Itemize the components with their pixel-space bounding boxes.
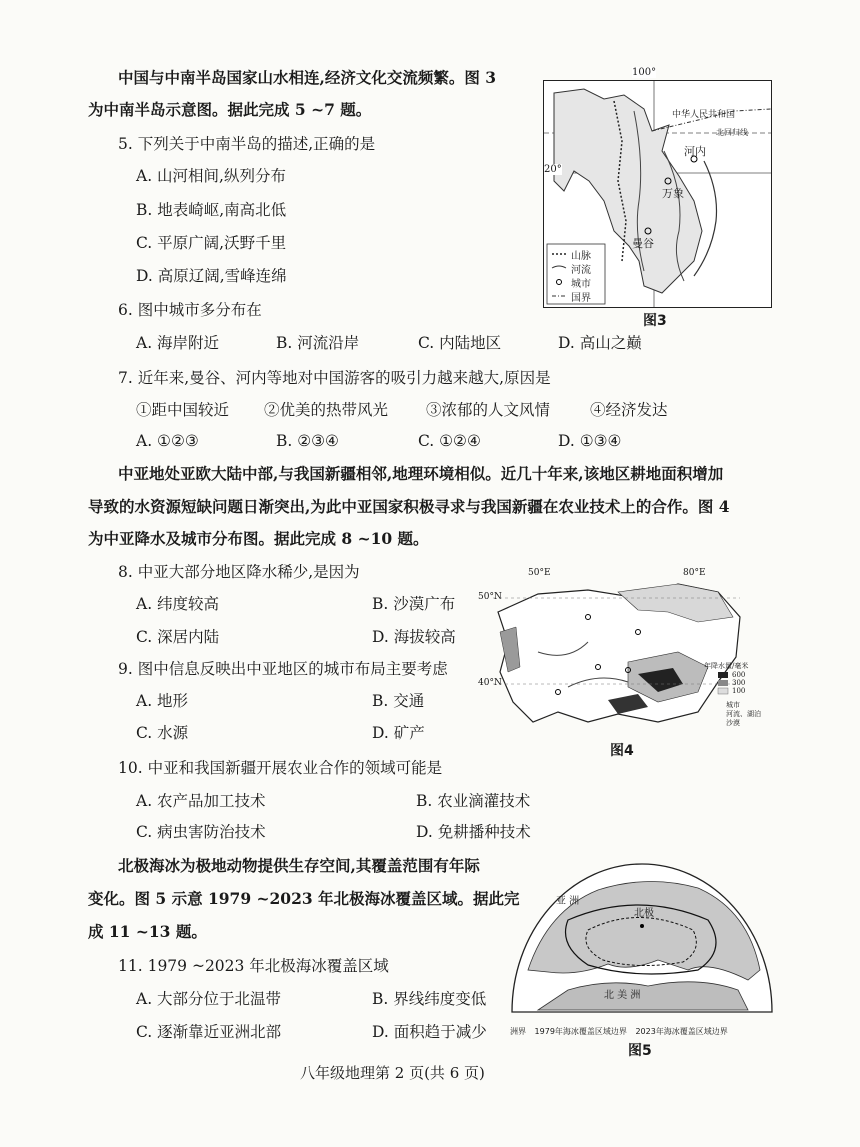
lon-80e-label: 80°E: [683, 568, 706, 578]
vientiane-label: 万象: [662, 187, 684, 200]
question-11-option-b: B. 界线纬度变低: [372, 990, 487, 1008]
intro-11-13-line1: 北极海冰为极地动物提供生存空间,其覆盖范围有年际: [118, 856, 480, 875]
legend-desert-label: 沙漠: [726, 719, 740, 727]
legend-mountain-label: 山脉: [571, 251, 591, 262]
question-7-option-d: D. ①③④: [558, 432, 622, 450]
question-9-option-d: D. 矿产: [372, 724, 425, 742]
intro-8-10-line1: 中亚地处亚欧大陆中部,与我国新疆相邻,地理环境相似。近几十年来,该地区耕地面积增加: [118, 464, 724, 483]
china-label: 中华人民共和国: [672, 110, 736, 120]
legend-300-label: 300: [732, 679, 746, 687]
figure-3-indochina-map: [543, 67, 772, 308]
question-7-item-1: ①距中国较近: [136, 401, 230, 419]
figure-4-central-asia-map: [478, 568, 770, 734]
question-11-option-d: D. 面积趋于减少: [372, 1023, 487, 1041]
question-5-option-d: D. 高原辽阔,雪峰连绵: [136, 267, 287, 285]
intro-5-7-line1: 中国与中南半岛国家山水相连,经济文化交流频繁。图 3: [118, 68, 497, 87]
question-10-stem: 10. 中亚和我国新疆开展农业合作的领域可能是: [118, 759, 443, 777]
legend-300-swatch: [718, 680, 728, 686]
question-7-item-3: ③浓郁的人文风情: [426, 401, 551, 419]
figure-5-arctic-map: [508, 860, 776, 1028]
tropic-label: 北回归线: [716, 128, 748, 137]
north-pole-marker: [640, 924, 644, 928]
legend-2023-label: 2023年海冰覆盖区域边界: [635, 1027, 728, 1036]
question-7-stem: 7. 近年来,曼谷、河内等地对中国游客的吸引力越来越大,原因是: [118, 369, 551, 387]
question-5-option-a: A. 山河相间,纵列分布: [136, 167, 286, 185]
question-6-stem: 6. 图中城市多分布在: [118, 301, 262, 319]
legend-600-swatch: [718, 672, 728, 678]
intro-5-7-line2: 为中南半岛示意图。据此完成 5 ~7 题。: [88, 100, 372, 119]
question-11-option-c: C. 逐渐靠近亚洲北部: [136, 1023, 282, 1041]
question-9-option-a: A. 地形: [136, 692, 189, 710]
question-6-option-c: C. 内陆地区: [418, 334, 502, 352]
lat-40n-label: 40°N: [478, 678, 502, 688]
legend-title: 年降水量/毫米: [704, 662, 749, 670]
legend-100-swatch: [718, 688, 728, 694]
legend-city-label: 城市: [571, 279, 591, 290]
legend-continent-border-label: 洲界: [510, 1027, 526, 1036]
question-5-stem: 5. 下列关于中南半岛的描述,正确的是: [118, 135, 376, 153]
question-10-option-c: C. 病虫害防治技术: [136, 823, 266, 841]
legend-100-label: 100: [732, 687, 746, 695]
question-9-stem: 9. 图中信息反映出中亚地区的城市布局主要考虑: [118, 660, 448, 678]
legend-600-label: 600: [732, 671, 746, 679]
hanoi-label: 河内: [684, 145, 706, 158]
question-7-item-4: ④经济发达: [590, 401, 668, 419]
question-9-option-c: C. 水源: [136, 724, 189, 742]
longitude-100-label: 100°: [632, 67, 657, 78]
figure-5-caption: 图5: [628, 1043, 652, 1059]
question-10-option-d: D. 免耕播种技术: [416, 823, 531, 841]
question-11-option-a: A. 大部分位于北温带: [136, 990, 282, 1008]
question-7-option-b: B. ②③④: [276, 432, 339, 450]
question-6-option-a: A. 海岸附近: [136, 334, 220, 352]
page-footer: 八年级地理第 2 页(共 6 页): [300, 1064, 485, 1082]
lon-50e-label: 50°E: [528, 568, 551, 578]
question-10-option-b: B. 农业滴灌技术: [416, 792, 531, 810]
figure-4-caption: 图4: [610, 743, 634, 759]
asia-label: 亚 洲: [556, 896, 580, 907]
lat-50n-label: 50°N: [478, 592, 502, 602]
legend-border-label: 国界: [571, 293, 591, 304]
question-8-option-d: D. 海拔较高: [372, 628, 456, 646]
question-7-option-a: A. ①②③: [136, 432, 199, 450]
latitude-20-label: 20°: [544, 164, 562, 175]
question-5-option-b: B. 地表崎岖,南高北低: [136, 201, 287, 219]
question-8-option-b: B. 沙漠广布: [372, 595, 456, 613]
legend-1979-label: 1979年海冰覆盖区域边界: [534, 1027, 627, 1036]
question-6-option-d: D. 高山之巅: [558, 334, 642, 352]
question-9-option-b: B. 交通: [372, 692, 425, 710]
question-8-stem: 8. 中亚大部分地区降水稀少,是因为: [118, 563, 360, 581]
question-7-item-2: ②优美的热带风光: [264, 401, 389, 419]
north-pole-label: 北极: [634, 908, 654, 919]
intro-8-10-line3: 为中亚降水及城市分布图。据此完成 8 ~10 题。: [88, 529, 429, 548]
question-10-option-a: A. 农产品加工技术: [136, 792, 266, 810]
question-7-option-c: C. ①②④: [418, 432, 481, 450]
legend-city-label: 城市: [726, 701, 740, 709]
intro-11-13-line3: 成 11 ~13 题。: [88, 922, 207, 941]
legend-water-label: 河流、湖泊: [726, 710, 761, 718]
figure-3-caption: 图3: [643, 313, 667, 329]
question-11-stem: 11. 1979 ~2023 年北极海冰覆盖区域: [118, 957, 389, 975]
legend-river-label: 河流: [571, 265, 591, 276]
question-8-option-c: C. 深居内陆: [136, 628, 220, 646]
bangkok-label: 曼谷: [632, 237, 654, 250]
question-6-option-b: B. 河流沿岸: [276, 334, 360, 352]
question-5-option-c: C. 平原广阔,沃野千里: [136, 234, 287, 252]
figure-5-legend: [510, 1026, 728, 1037]
north-america-label: 北 美 洲: [604, 990, 641, 1001]
intro-11-13-line2: 变化。图 5 示意 1979 ~2023 年北极海冰覆盖区域。据此完: [88, 889, 520, 908]
intro-8-10-line2: 导致的水资源短缺问题日渐突出,为此中亚国家积极寻求与我国新疆在农业技术上的合作。图 4: [88, 497, 730, 516]
question-8-option-a: A. 纬度较高: [136, 595, 220, 613]
